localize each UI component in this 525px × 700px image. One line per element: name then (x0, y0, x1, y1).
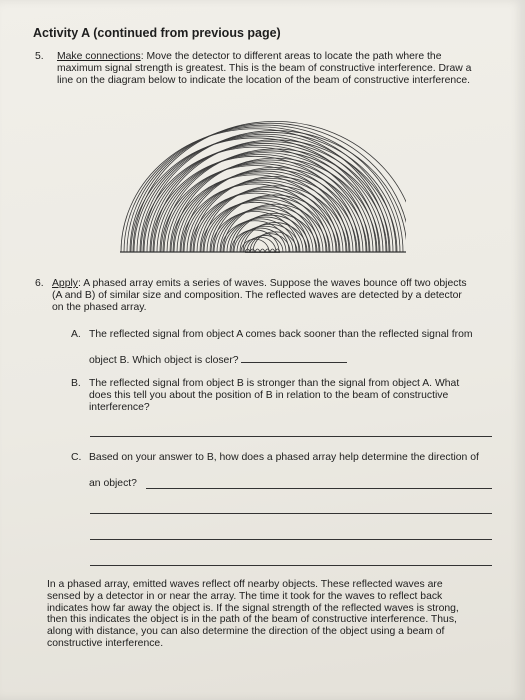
part-a-line-2: object B. Which object is closer? (89, 355, 239, 366)
question-6-line-3: on the phased array. (52, 302, 147, 313)
question-6-line-2: (A and B) of similar size and composition. The reflected waves are detected by a detector (52, 290, 462, 301)
question-6-text (52, 278, 502, 314)
summary-line: sensed by a detector in or near the array. The time it took for the waves to reflect back (47, 590, 443, 602)
part-a-line-2-row (89, 353, 389, 367)
part-b-answer-line[interactable] (90, 436, 492, 437)
part-b-line-2: does this tell you about the position of B in relation to the beam of constructive (89, 390, 449, 401)
part-c-answer-line-3[interactable] (90, 539, 492, 540)
part-c-answer-line-1[interactable] (146, 488, 492, 489)
part-c-answer-line-4[interactable] (90, 565, 492, 566)
summary-line: constructive interference. (47, 637, 164, 649)
question-6-number: 6. (35, 278, 44, 289)
question-5-number: 5. (35, 51, 44, 62)
question-5-line-2: maximum signal strength is greatest. This is the beam of constructive interference. Draw a (57, 63, 472, 74)
summary-line: In a phased array, emitted waves reflect off nearby objects. These reflected waves are (47, 579, 443, 590)
question-5-line-1: : Move the detector to different areas to locate the path where the (140, 51, 442, 62)
phased-array-diagram[interactable] (118, 100, 408, 260)
summary-paragraph (47, 579, 507, 650)
part-c-letter: C. (71, 452, 82, 463)
part-a-answer-blank[interactable] (241, 353, 347, 363)
summary-line: along with distance, you can also determine the direction of the object using a beam of (47, 626, 445, 638)
summary-line: then this indicates the object is in the path of the beam of constructive interference. Thus, (47, 614, 457, 626)
part-b-line-1: The reflected signal from object B is stronger than the signal from object A. What (89, 378, 460, 389)
question-5-text (57, 51, 497, 87)
part-c-line-1: Based on your answer to B, how does a phased array help determine the direction of (89, 452, 479, 463)
page-heading: Activity A (continued from previous page) (33, 26, 281, 40)
wave-front-arc (131, 138, 379, 252)
part-c-answer-line-2[interactable] (90, 513, 492, 514)
question-6-keyword: Apply (52, 278, 78, 289)
part-b-line-3: interference? (89, 402, 150, 413)
wave-front-arc (187, 180, 343, 252)
question-5-line-3: line on the diagram below to indicate the location of the beam of constructive interference. (57, 75, 470, 86)
summary-line: indicates how far away the object is. If the signal strength of the reflected waves is strong, (47, 602, 459, 614)
wave-fronts (121, 121, 408, 252)
wave-front-arc (127, 125, 403, 252)
part-b-letter: B. (71, 378, 81, 389)
part-a-letter: A. (71, 329, 81, 340)
part-c-line-2: an object? (89, 478, 137, 489)
question-5-keyword: Make connections (57, 51, 141, 62)
part-a-line-1: The reflected signal from object A comes back sooner than the reflected signal from (89, 329, 473, 340)
part-b-text (89, 378, 499, 414)
question-6-line-1: : A phased array emits a series of waves. Suppose the waves bounce off two objects (78, 278, 467, 289)
